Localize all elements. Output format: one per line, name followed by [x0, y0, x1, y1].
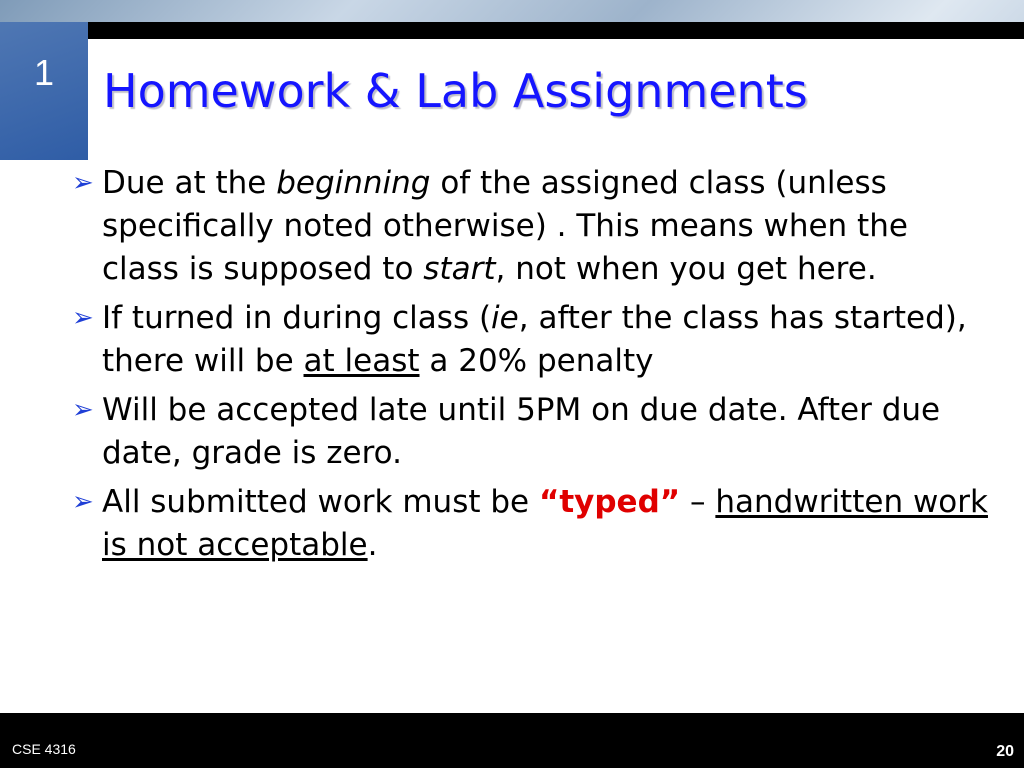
arrow-bullet-icon: ➢	[72, 487, 94, 517]
bullet-list	[64, 162, 994, 573]
emphasis-handwritten: handwritten work is not acceptable	[102, 484, 988, 563]
bullet-text: If turned in during class (	[102, 300, 492, 336]
slide-title: Homework & Lab Assignments	[103, 64, 808, 118]
emphasis-ie: ie	[491, 300, 519, 336]
bullet-text: –	[680, 484, 716, 520]
bullet-text: .	[367, 527, 378, 563]
emphasis-typed: “typed”	[538, 484, 681, 520]
page-number: 20	[996, 743, 1014, 760]
header-divider	[88, 22, 1024, 39]
emphasis-beginning: beginning	[276, 165, 431, 201]
course-label: CSE 4316	[12, 741, 76, 757]
bullet-text: of the assigned class (unless specifically noted otherwise) . This means when the class is supposed to	[102, 165, 908, 287]
emphasis-at-least: at least	[303, 343, 420, 379]
bullet-text: All submitted work must be	[102, 484, 539, 520]
bullet-text: , not when you get here.	[495, 251, 877, 287]
arrow-bullet-icon: ➢	[72, 395, 94, 425]
bullet-text: a 20% penalty	[419, 343, 654, 379]
bullet-text: Will be accepted late until 5PM on due date. After due date, grade is zero.	[102, 392, 941, 471]
arrow-bullet-icon: ➢	[72, 168, 94, 198]
footer-bar	[0, 713, 1024, 768]
bullet-item-due-time	[64, 162, 994, 291]
bullet-text: , after the class has started), there will be	[102, 300, 967, 379]
bullet-item-typed-work	[64, 481, 994, 567]
bullet-text: Due at the	[102, 165, 277, 201]
chapter-number: 1	[33, 52, 55, 93]
emphasis-start: start	[423, 251, 496, 287]
bullet-item-penalty	[64, 297, 994, 383]
bullet-item-late-policy	[64, 389, 994, 475]
arrow-bullet-icon: ➢	[72, 303, 94, 333]
